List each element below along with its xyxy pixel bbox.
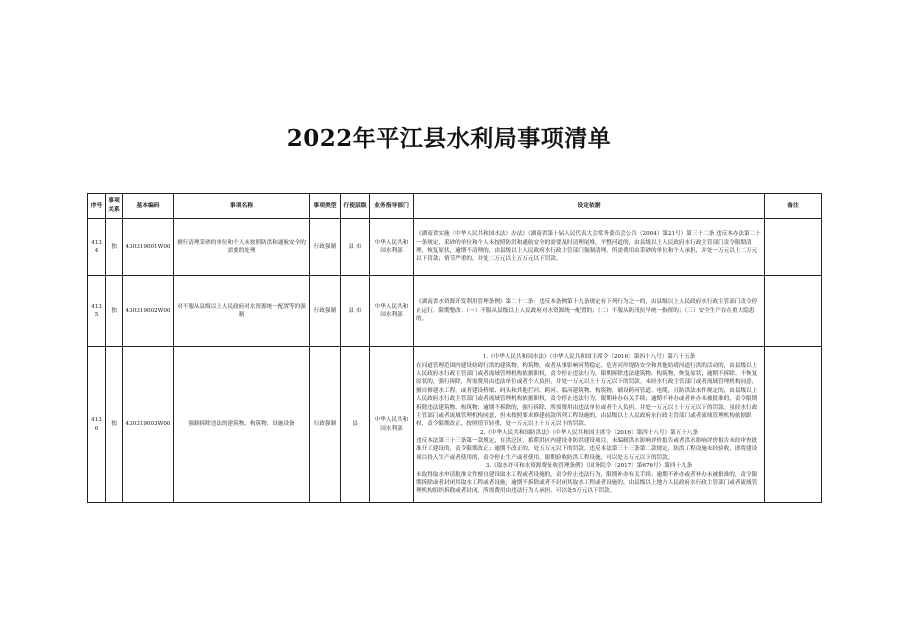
table-header-row xyxy=(88,194,822,219)
row-basis xyxy=(414,276,765,347)
basis-heading: 3.《取水许可和水资源费征收管理条例》（国务院令〔2017〕第676号）第四十九条 xyxy=(485,463,693,470)
items-table xyxy=(87,193,822,503)
header-cell-relation: 事项关系 xyxy=(106,194,123,219)
row-item-name: 对不服从县级以上人民政府对水资源统一配置等的强制 xyxy=(174,276,310,347)
row-level: 县 市 xyxy=(341,219,370,276)
basis-paragraph: 《湖南省水资源开发利用管理条例》第二十二条：违反本条例第十九条规定有下列行为之一的，由县级以上人民政府水行政主管部门责令停止运行，限期整改：（一）不服从县级以上人民政府对水资源统一配置的；（二）不服从防汛抗旱统一指挥的；（三）安全生产存在重大隐患的。 xyxy=(416,299,758,323)
row-no: 4134 xyxy=(88,219,106,276)
basis-paragraph: 在河道管理范围内建设妨碍行洪的建筑物、构筑物，或者从事影响河势稳定、危害河岸堤防安全和其他妨碍河道行洪的活动的，由县级以上人民政府水行政主管部门或者流域管理机构依据职权，责令停止违法行为，限期拆除违法建筑物、构筑物，恢复原状；逾期不拆除、不恢复原状的，强行拆除，所需费用由违法单位或者个人负担，并处一万元以上十万元以下的罚款。未经水行政主管部门或者流域管理机构同意，擅自修建水工程，或者建设桥梁、码头和其他拦河、跨河、临河建筑物、构筑物，铺设跨河管道、电缆，且防洪法未作规定的，由县级以上人民政府水行政主管部门或者流域管理机构依据职权，责令停止违法行为，限期补办有关手续；逾期不补办或者补办未被批准的，责令限期拆除违法建筑物、构筑物；逾期不拆除的，强行拆除，所需费用由违法单位或者个人负担，并处一万元以上十万元以下的罚款。虽经水行政主管部门或者流域管理机构同意，但未按照要求修建前款所列工程设施的，由县级以上人民政府水行政主管部门或者流域管理机构依据职权，责令限期改正，按照情节轻重，处一万元以上十万元以下的罚款。 xyxy=(416,362,758,428)
row-basis xyxy=(414,347,765,503)
row-note xyxy=(765,276,822,347)
row-dept: 中华人民共和国水利部 xyxy=(370,347,414,503)
header-cell-note: 备注 xyxy=(765,194,822,219)
row-item-name: 擅行清理采砂的单位和个人未按照防洪和通航安全的需要的处理 xyxy=(174,219,310,276)
row-dept: 中华人民共和国水利部 xyxy=(370,276,414,347)
basis-paragraph: 《湖南省实施〈中华人民共和国水法〉办法》（湖南省第十届人民代表大会常务委员会公告（2004）第21号）第三十二条 违反本办法第二十一条规定，采砂的单位和个人未按照防洪和通航安全的需要及时清理尾堆，平整河道的，由县级以上人民政府水行政主管部门责令限期清理，恢复原状，逾期不清理的，由县级以上人民政府水行政主管部门强制清理，所需费用由采砂的单位和个人承担，并处一万元以上二万元以下罚款；情节严重的，并处二万元以上五万元以下罚款。 xyxy=(416,231,761,263)
row-dept: 中华人民共和国水利部 xyxy=(370,219,414,276)
basis-heading: 2.《中华人民共和国防洪法》（中华人民共和国主席令〔2016〕第四十八号）第五十八条 xyxy=(479,429,699,436)
table-row xyxy=(88,347,822,503)
row-code: 430319001W00 xyxy=(123,219,174,276)
row-relation: 独 xyxy=(106,276,123,347)
row-item-name: 强制拆除违法的建筑物、构筑物、设施设备 xyxy=(174,347,310,503)
row-type: 行政强制 xyxy=(310,347,341,503)
row-no: 4135 xyxy=(88,276,106,347)
header-cell-level: 行使层级 xyxy=(341,194,370,219)
row-note xyxy=(765,219,822,276)
row-relation: 独 xyxy=(106,347,123,503)
basis-paragraph: 未取得取水申请批准文件擅自建设取水工程或者设施的，责令停止违法行为，限期补办有关手续；逾期不补办或者补办未被批准的，责令限期拆除或者封闭其取水工程或者设施；逾期不拆除或者不封闭其取水工程或者设施的，由县级以上地方人民政府水行政主管部门或者流域管理机构组织拆除或者封闭，所需费用由违法行为人承担，可以处5万元以下罚款。 xyxy=(416,471,758,495)
basis-paragraph: 违反本法第三十三条第一款规定，在洪泛区、蓄滞洪区内建设非防洪建设项目，未编制洪水影响评价报告或者洪水影响评价报告未经审查批准开工建设的，责令限期改正；逾期不改正的，处五万元以下的罚款。违反本法第三十三条第二款规定，防洪工程设施未经验收，即将建设项目投入生产或者使用的，责令停止生产或者使用，限期验收防洪工程设施，可以处五万元以下的罚款。 xyxy=(416,438,758,461)
row-type: 行政强制 xyxy=(310,276,341,347)
basis-heading: 1.《中华人民共和国水法》（中华人民共和国主席令〔2016〕第四十八号）第六十五条 xyxy=(482,354,696,361)
row-type: 行政强制 xyxy=(310,219,341,276)
row-code: 430319002W00 xyxy=(123,276,174,347)
header-cell-no: 序号 xyxy=(88,194,106,219)
header-cell-basis: 设定依据 xyxy=(414,194,765,219)
row-basis xyxy=(414,219,765,276)
table-row xyxy=(88,219,822,276)
header-cell-code: 基本编码 xyxy=(123,194,174,219)
page-title: 2022年平江县水利局事项清单 xyxy=(286,125,612,152)
header-cell-dept: 业务指导部门 xyxy=(370,194,414,219)
row-note xyxy=(765,347,822,503)
header-cell-name: 事项名称 xyxy=(174,194,310,219)
header-cell-type: 事项类型 xyxy=(310,194,341,219)
row-level: 县 xyxy=(341,347,370,503)
table-row xyxy=(88,276,822,347)
row-level: 县 市 xyxy=(341,276,370,347)
row-no: 4136 xyxy=(88,347,106,503)
row-code: 430319003W00 xyxy=(123,347,174,503)
row-relation: 独 xyxy=(106,219,123,276)
